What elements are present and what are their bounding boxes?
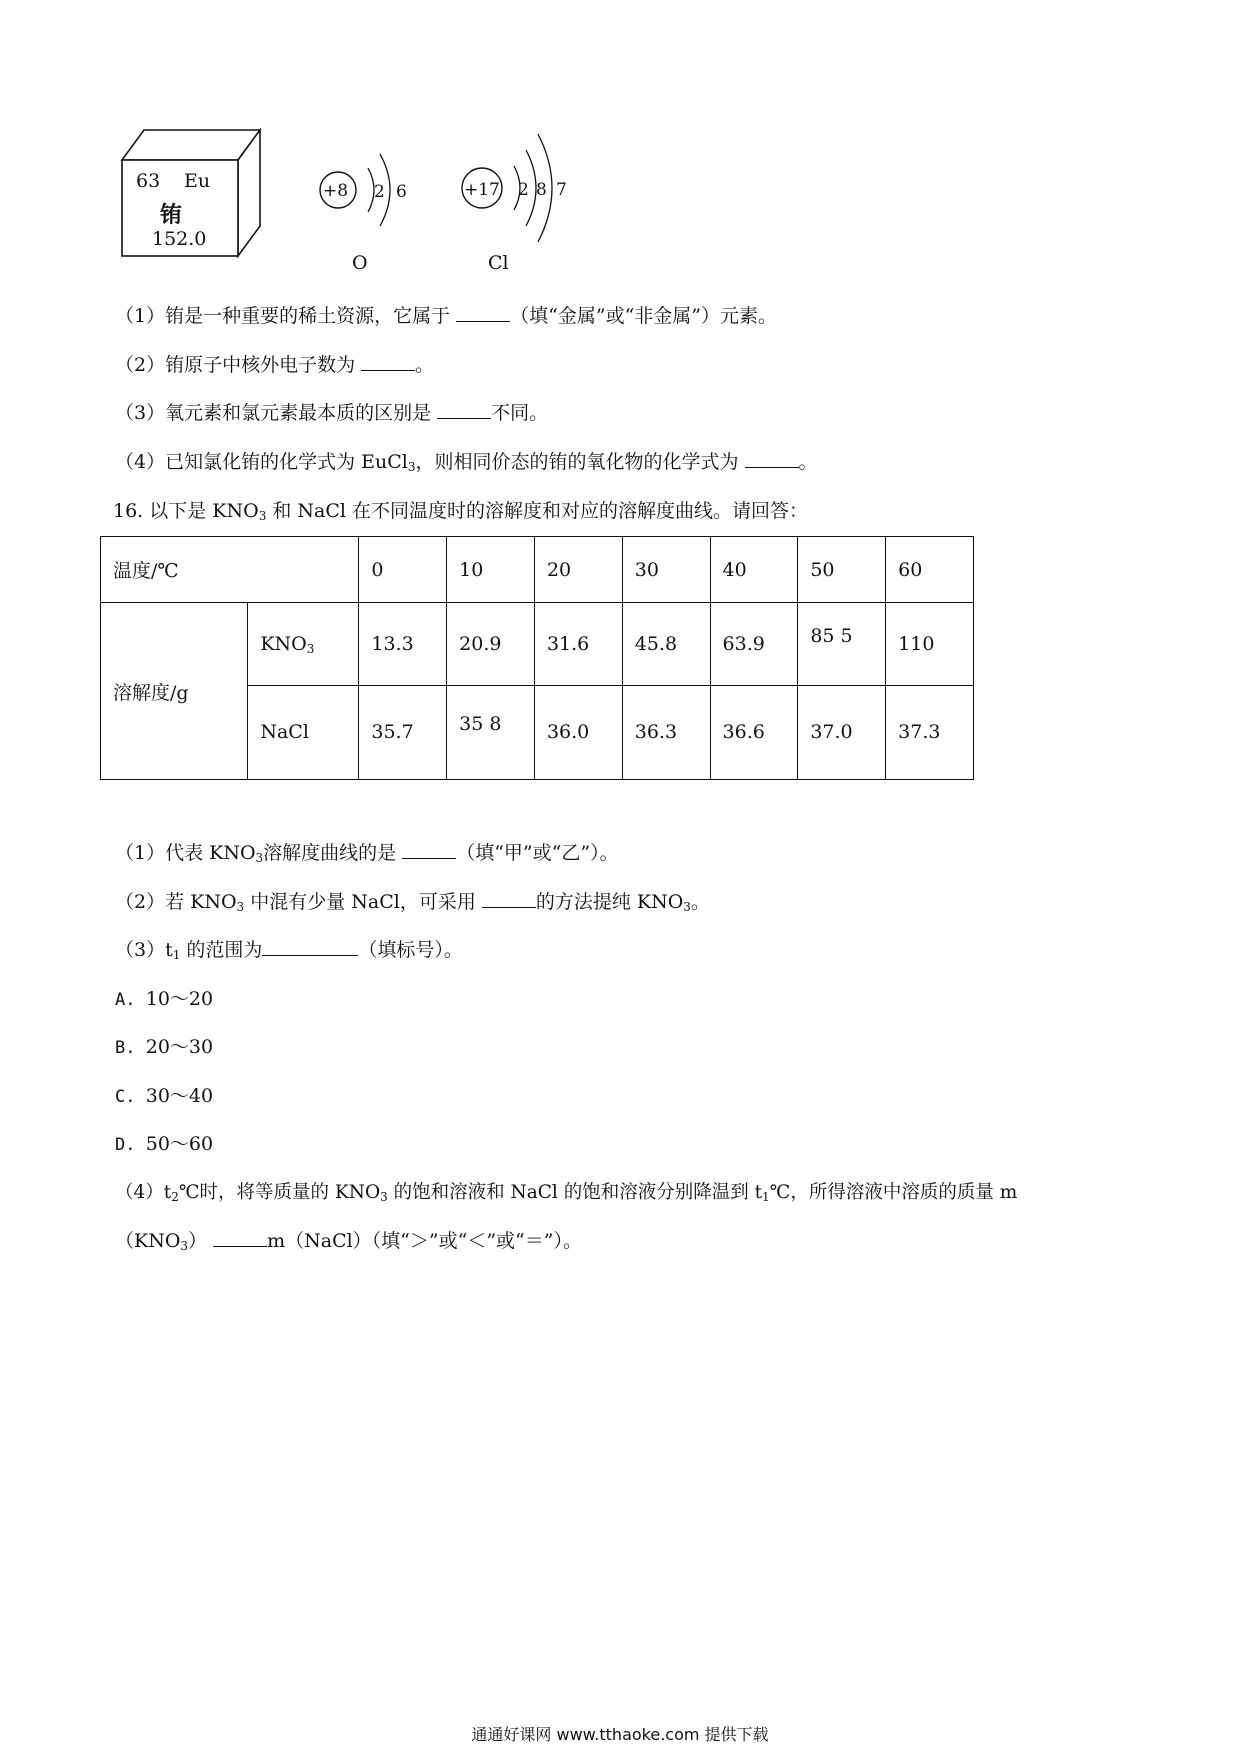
kno3-label-cell: $KNO_3$ — [248, 603, 359, 685]
q16-title: 16. 以下是 $KNO_3$ 和 NaCl 在不同温度时的溶解度和对应的溶解度曲线。请回答： — [113, 500, 809, 523]
nacl-cell: 36.6 — [710, 685, 798, 779]
answer-blank[interactable] — [262, 937, 358, 956]
option-c[interactable]: C. 30～40 — [115, 1085, 214, 1107]
nacl-label-cell: NaCl — [248, 685, 359, 779]
element-name: 铕 — [160, 202, 183, 228]
kno3-cell: 63.9 — [710, 603, 798, 685]
kno3-cell: 20.9 — [447, 603, 535, 685]
oxygen-shell-1: 2 — [374, 182, 385, 202]
nacl-cell: 35 8 — [447, 685, 535, 779]
element-number: 63 — [136, 170, 161, 192]
footer-credit: 通通好课网 www.tthaoke.com 提供下载 — [471, 1725, 769, 1744]
kno3-cell: 31.6 — [534, 603, 622, 685]
oxygen-shell-2: 6 — [396, 182, 407, 202]
chlorine-shell-3: 7 — [556, 180, 567, 200]
answer-blank[interactable] — [456, 303, 510, 322]
nacl-cell: 36.0 — [534, 685, 622, 779]
answer-blank[interactable] — [402, 840, 456, 859]
temp-cell: 0 — [359, 537, 447, 603]
q16-part-4-line-1: $(4)t_2℃$时，将等质量的 $KNO_3$ 的饱和溶液和 NaCl 的饱和溶液分别降温到 $t_1℃$，所得溶液中溶质的质量 m — [115, 1182, 1018, 1204]
answer-blank[interactable] — [745, 449, 799, 468]
kno3-cell: 13.3 — [359, 603, 447, 685]
q16-part-2: （2）若 $KNO_3$ 中混有少量 NaCl，可采用 的方法提纯 $KNO_3$。 — [115, 891, 710, 914]
table-row — [101, 603, 974, 685]
temp-cell: 20 — [534, 537, 622, 603]
element-symbol: Eu — [184, 170, 211, 192]
nacl-cell: 37.0 — [798, 685, 886, 779]
answer-blank[interactable] — [361, 352, 415, 371]
option-a[interactable]: A. 10～20 — [115, 988, 214, 1010]
chlorine-shell-2: 8 — [536, 180, 547, 200]
temp-cell: 10 — [447, 537, 535, 603]
oxygen-label: O — [352, 252, 368, 274]
q16-part-3: $(3)t_1$ 的范围为 （填标号）。 — [115, 939, 463, 962]
temp-cell: 60 — [886, 537, 974, 603]
kno3-cell: 85 5 — [798, 603, 886, 685]
oxygen-nucleus: +8 — [323, 181, 349, 201]
option-b[interactable]: B. 20～30 — [115, 1036, 214, 1058]
temp-cell: 30 — [622, 537, 710, 603]
temp-cell: 50 — [798, 537, 886, 603]
q16-part-4-line-2: $(KNO_3)$ m（NaCl）（填“＞”或“＜”或“＝”）。 — [115, 1230, 582, 1253]
nacl-cell: 36.3 — [622, 685, 710, 779]
q16-part-1: （1）代表 $KNO_3$溶解度曲线的是 （填“甲”或“乙”）。 — [115, 842, 619, 865]
solubility-table — [100, 536, 974, 780]
kno3-cell: 110 — [886, 603, 974, 685]
element-mass: 152.0 — [152, 228, 207, 250]
q15-part-4: （4）已知氯化铕的化学式为 EuCl$_3$，则相同价态的铕的氧化物的化学式为 。 — [115, 451, 818, 474]
q15-part-1: （1）铕是一种重要的稀土资源，它属于 （填“金属”或“非金属”）元素。 — [115, 305, 777, 327]
q15-part-3: （3）氧元素和氯元素最本质的区别是 不同。 — [115, 402, 549, 424]
temp-label-cell: 温度/℃ — [101, 537, 359, 603]
nacl-cell: 37.3 — [886, 685, 974, 779]
solubility-label-cell: 溶解度/g — [101, 603, 248, 780]
option-d[interactable]: D. 50～60 — [115, 1133, 214, 1155]
kno3-cell: 45.8 — [622, 603, 710, 685]
answer-blank[interactable] — [437, 400, 491, 419]
q15-part-2: （2）铕原子中核外电子数为 。 — [115, 354, 435, 376]
chlorine-label: Cl — [488, 252, 509, 274]
chlorine-nucleus: +17 — [464, 180, 500, 200]
table-row — [101, 537, 974, 603]
chlorine-shell-1: 2 — [518, 180, 529, 200]
answer-blank[interactable] — [213, 1228, 267, 1247]
temp-cell: 40 — [710, 537, 798, 603]
answer-blank[interactable] — [482, 889, 536, 908]
nacl-cell: 35.7 — [359, 685, 447, 779]
